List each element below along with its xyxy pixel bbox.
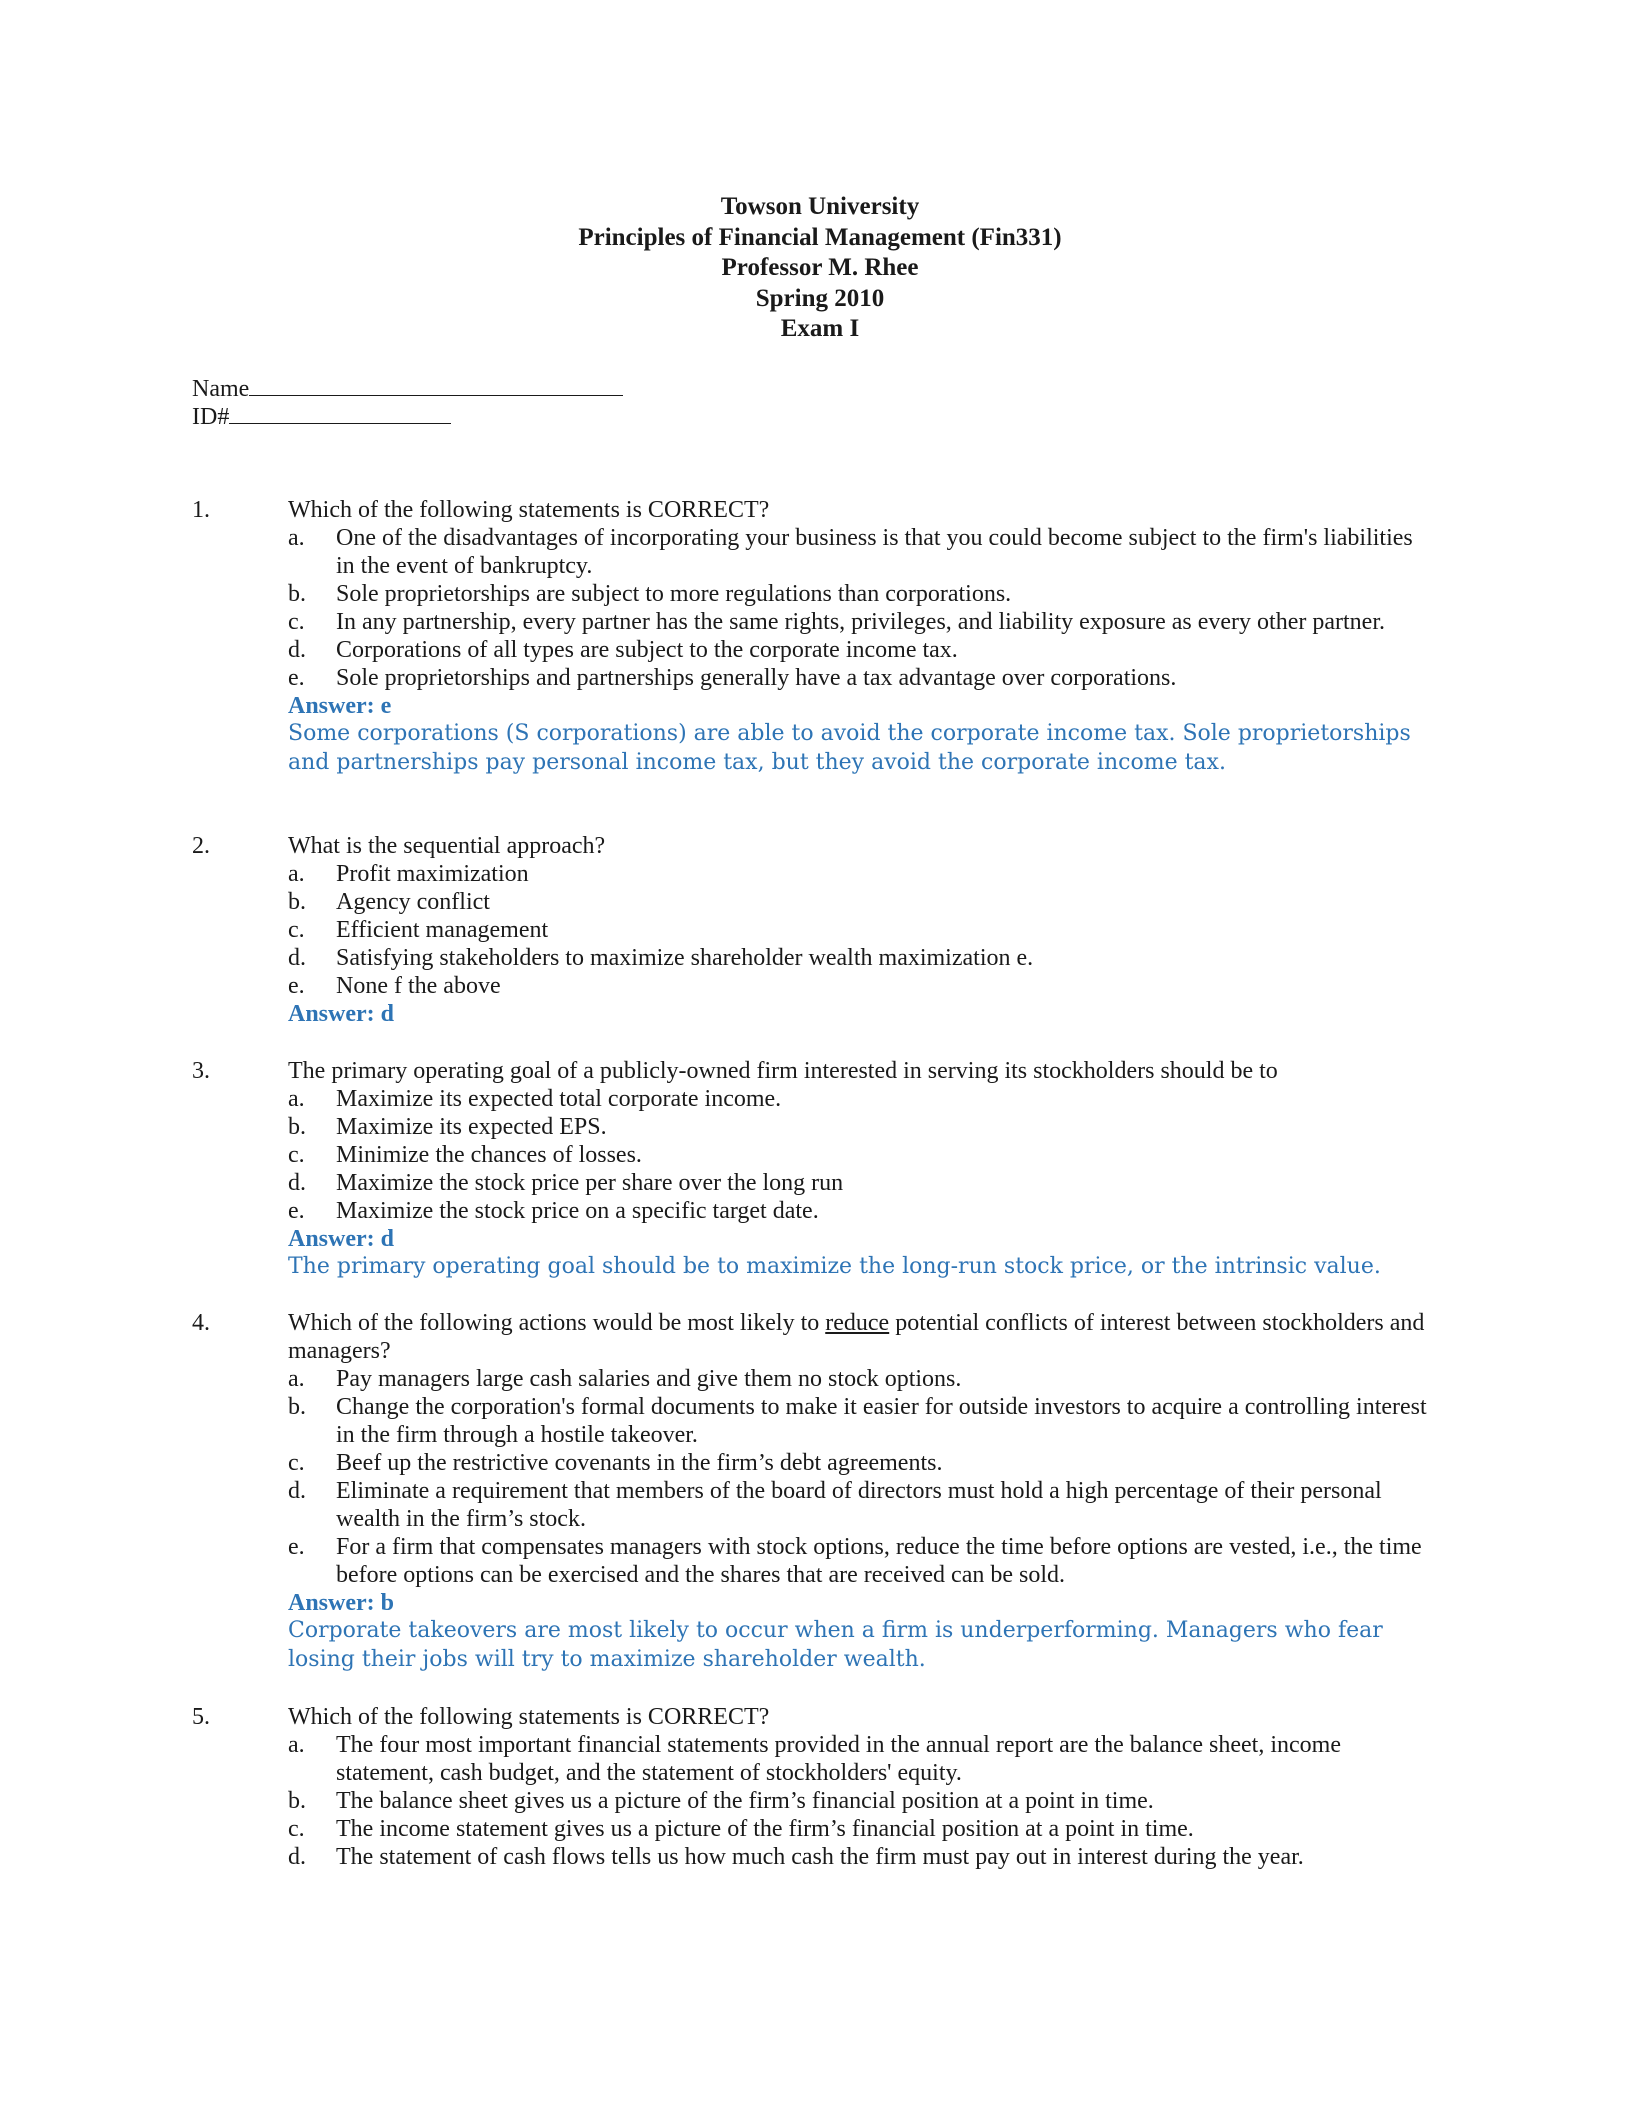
answer-explanation: Corporate takeovers are most likely to occur when a firm is underperforming. Managers who fear losing their jobs will try to maximize shareholder wealth.: [288, 1618, 1383, 1672]
exam-title: Exam I: [780, 315, 860, 342]
question-number: 5.: [192, 1704, 210, 1730]
name-field[interactable]: [192, 375, 623, 403]
answer-label: Answer: d: [288, 1001, 394, 1027]
question-number: 1.: [192, 497, 210, 523]
name-label: Name: [192, 376, 250, 402]
id-blank[interactable]: [229, 403, 451, 424]
answer-label: Answer: e: [288, 693, 392, 719]
answer-label: Answer: d: [288, 1226, 394, 1252]
question-text: Which of the following actions would be most likely to reduce potential conflicts of interest between stockholders and managers?: [288, 1310, 1425, 1364]
question-text: The primary operating goal of a publicly-owned firm interested in serving its stockholders should be to: [288, 1058, 1278, 1084]
answer-label: Answer: b: [288, 1590, 394, 1616]
question-text: Which of the following statements is CORRECT?: [288, 497, 770, 523]
question-text: What is the sequential approach?: [288, 833, 606, 859]
id-field[interactable]: [192, 403, 451, 431]
question-text: Which of the following statements is CORRECT?: [288, 1704, 770, 1730]
course-title: Principles of Financial Management (Fin331): [578, 223, 1062, 251]
underlined-word: reduce: [825, 1310, 890, 1336]
answer-explanation: The primary operating goal should be to maximize the long-run stock price, or the intrinsic value.: [288, 1254, 1381, 1279]
exam-header: [0, 192, 1640, 345]
question-number: 2.: [192, 833, 210, 859]
question-number: 4.: [192, 1310, 210, 1336]
id-label: ID#: [192, 404, 230, 430]
university-name: Towson University: [720, 193, 920, 220]
semester: Spring 2010: [755, 284, 885, 312]
name-blank[interactable]: [249, 375, 623, 396]
professor-name: Professor M. Rhee: [721, 254, 919, 281]
question-number: 3.: [192, 1058, 210, 1084]
answer-explanation: Some corporations (S corporations) are able to avoid the corporate income tax. Sole proprietorships and partnerships pay personal income tax, but they avoid the corporate income tax.: [288, 721, 1411, 775]
